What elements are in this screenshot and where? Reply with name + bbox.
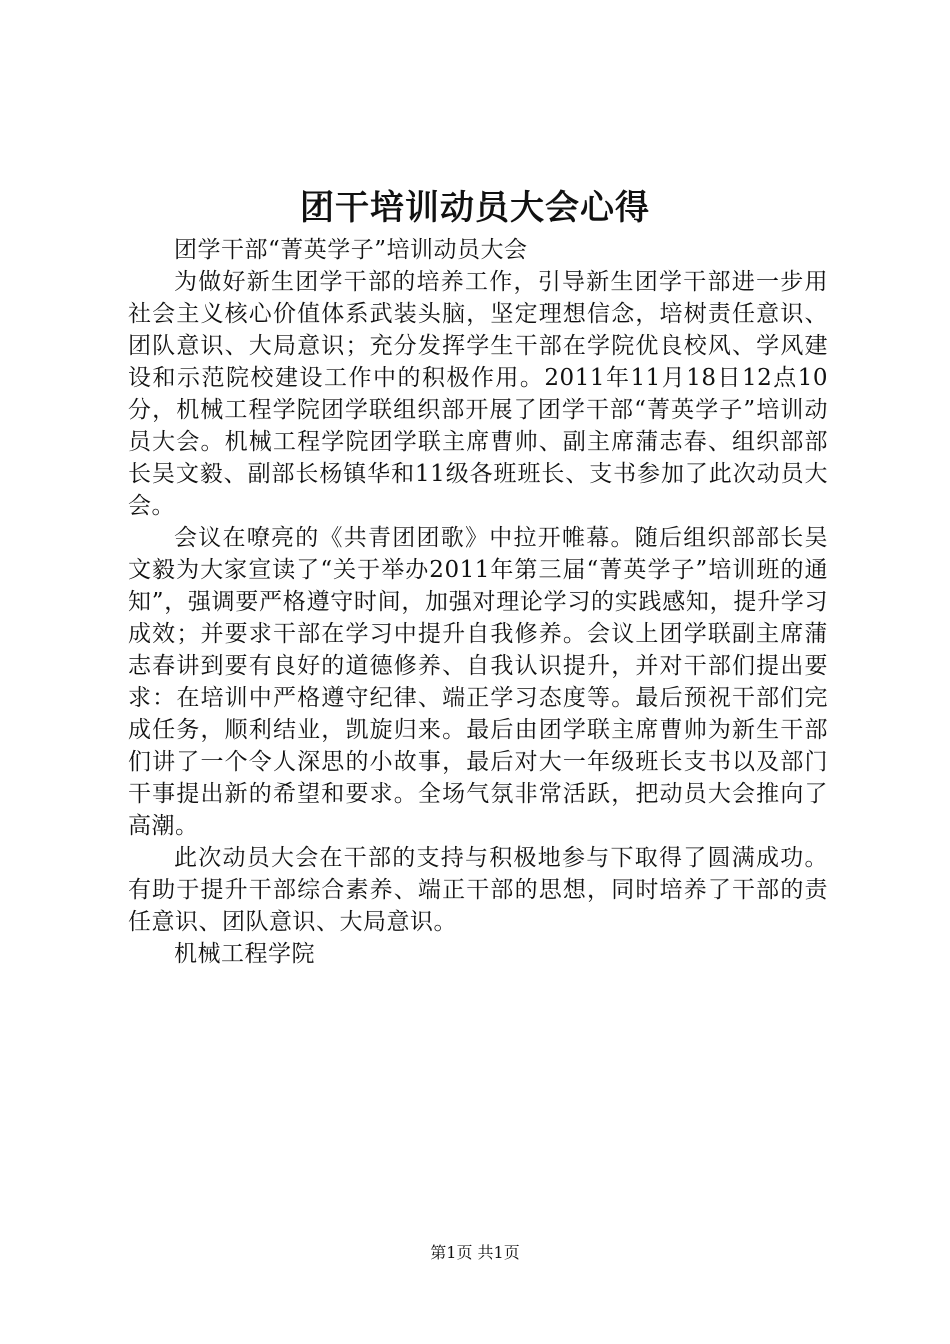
paragraph-signature: 机械工程学院 <box>174 941 315 967</box>
paragraph-intro: 为做好新生团学干部的培养工作，引导新生团学干部进一步用社会主义核心价值体系武装头脑，坚定理想信念，培树责任意识、团队意识、大局意识；充分发挥学生干部在学院优良校风、学风建设和示范院校建设工作中的积极作用。2011年11月18日12点10分，机械工程学院团学联组织部开展了团学干部“菁英学子”培训动员大会。机械工程学院团学联主席曹帅、副主席蒲志春、组织部部长吴文毅、副部长杨镇华和11级各班班长、支书参加了此次动员大会。 <box>128 269 828 519</box>
page-footer: 第1页 共1页 <box>430 1243 520 1262</box>
paragraph-subtitle: 团学干部“菁英学子”培训动员大会 <box>174 237 528 263</box>
document-body <box>128 234 828 970</box>
document-title: 团干培训动员大会心得 <box>300 188 650 228</box>
paragraph-meeting: 会议在嘹亮的《共青团团歌》中拉开帷幕。随后组织部部长吴文毅为大家宣读了“关于举办2011年第三届“菁英学子”培训班的通知”，强调要严格遵守时间，加强对理论学习的实践感知，提升学习成效；并要求干部在学习中提升自我修养。会议上团学联副主席蒲志春讲到要有良好的道德修养、自我认识提升，并对干部们提出要求：在培训中严格遵守纪律、端正学习态度等。最后预祝干部们完成任务，顺利结业，凯旋归来。最后由团学联主席曹帅为新生干部们讲了一个令人深思的小故事，最后对大一年级班长支书以及部门干事提出新的希望和要求。全场气氛非常活跃，把动员大会推向了高潮。 <box>128 525 828 839</box>
paragraph-conclusion: 此次动员大会在干部的支持与积极地参与下取得了圆满成功。有助于提升干部综合素养、端正干部的思想，同时培养了干部的责任意识、团队意识、大局意识。 <box>128 845 828 935</box>
